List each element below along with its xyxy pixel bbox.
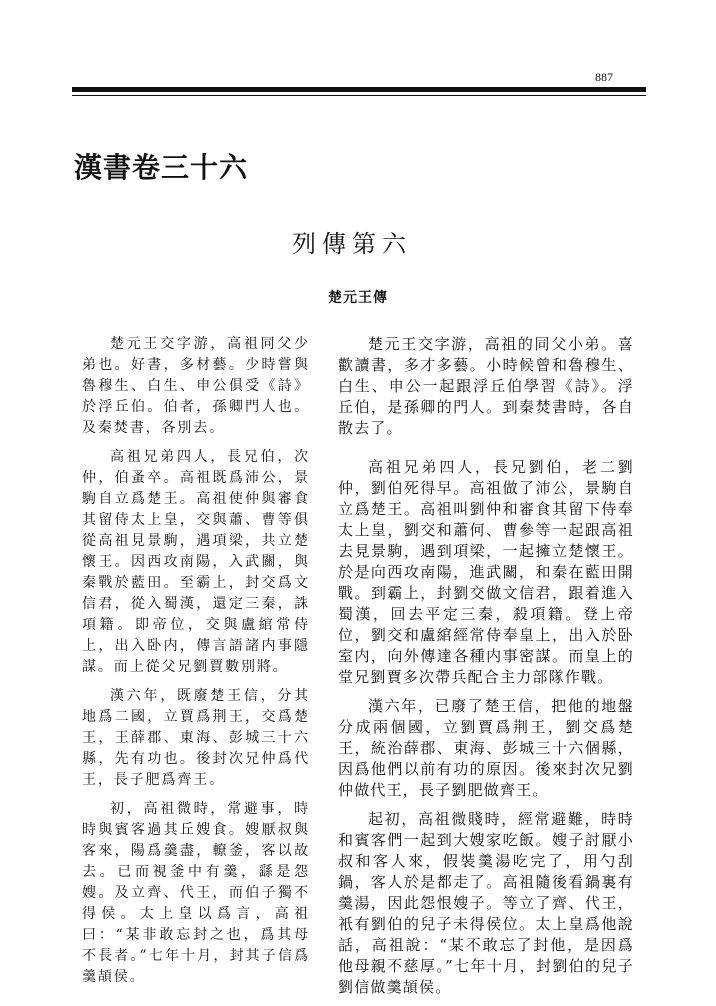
modern-paragraph: 起初，高祖微賤時，經常避難，時時和賓客們一起到大嫂家吃飯。嫂子討厭小叔和客人來，假裝羹湯吃完了，用勺刮鍋，客人於是都走了。高祖隨後看鍋裏有羹湯，因此怨恨嫂子。等立了齊、代王，衹有劉伯的兒子未得侯位。太上皇爲他說話，高祖說：“某不敢忘了封他，是因爲他母親不慈厚。”七年十月，封劉伯的兒子劉信做羹頡侯。 xyxy=(338,810,634,996)
page-number: 887 xyxy=(595,70,613,84)
modern-paragraph: 高祖兄弟四人，長兄劉伯，老二劉仲，劉伯死得早。高祖做了沛公，景駒自立爲楚王。高祖叫劉仲和審食其留下侍奉太上皇，劉交和蕭何、曹參等一起跟高祖去見景駒，遇到項梁，一起擁立楚懷王。於是向西攻南陽，進武關，和秦在藍田開戰。到霸上，封劉交做文信君，跟着進入蜀漢，回去平定三秦，殺項籍。登上帝位，劉交和盧綰經常侍奉皇上，出入於卧室内，向外傳達各種内事密謀。而皇上的堂兄劉賈多次帶兵配合主力部隊作戰。 xyxy=(338,458,634,686)
header-rule-thick xyxy=(72,87,646,92)
book-title: 漢書卷三十六 xyxy=(74,151,249,184)
classical-paragraph: 漢六年，既廢楚王信，分其地爲二國，立賈爲荆王，交爲楚王，王薛郡、東海、彭城三十六縣，先有功也。後封次兄仲爲代王，長子肥爲齊王。 xyxy=(82,688,310,788)
modern-paragraph: 楚元王交字游，高祖的同父小弟。喜歡讀書，多才多藝。小時候曾和魯穆生、白生、申公一起跟浮丘伯學習《詩》。浮丘伯，是孫卿的門人。到秦焚書時，各自散去了。 xyxy=(338,335,634,437)
modern-paragraph: 漢六年，已廢了楚王信，把他的地盤分成兩個國，立劉賈爲荆王，劉交爲楚王，統治薛郡、東海、彭城三十六個縣，因爲他們以前有功的原因。後來封次兄劉仲做代王，長子劉肥做齊王。 xyxy=(338,697,634,799)
header-rule-thin xyxy=(72,95,646,96)
modern-translation-column xyxy=(338,334,634,1006)
chapter-title: 列傳第六 xyxy=(292,230,412,258)
classical-paragraph: 高祖兄弟四人，長兄伯，次仲，伯蚤卒。高祖既爲沛公，景駒自立爲楚王。高祖使仲與審食其留侍太上皇，交與蕭、曹等俱從高祖見景駒，遇項梁，共立楚懷王。因西攻南陽，入武關，與秦戰於藍田。至霸上，封交爲文信君，從入蜀漢，還定三秦，誅項籍。即帝位，交與盧綰常侍上，出入卧内，傳言語諸内事隱謀。而上從父兄劉賈數別將。 xyxy=(82,449,310,675)
classical-paragraph: 初，高祖微時，常避事，時時與賓客過其丘嫂食。嫂厭叔與客來，陽爲羹盡，轑釜，客以故去。已而視釜中有羹，繇是怨嫂。及立齊、代王，而伯子獨不得侯。太上皇以爲言，高祖曰：“某非敢忘封之也，爲其母不長者。”七年十月，封其子信爲羹頡侯。 xyxy=(82,801,310,985)
section-title: 楚元王傳 xyxy=(328,290,388,306)
classical-text-column xyxy=(82,334,310,996)
classical-paragraph: 楚元王交字游，高祖同父少弟也。好書，多材藝。少時嘗與魯穆生、白生、申公俱受《詩》於浮丘伯。伯者，孫卿門人也。及秦焚書，各別去。 xyxy=(82,336,310,436)
